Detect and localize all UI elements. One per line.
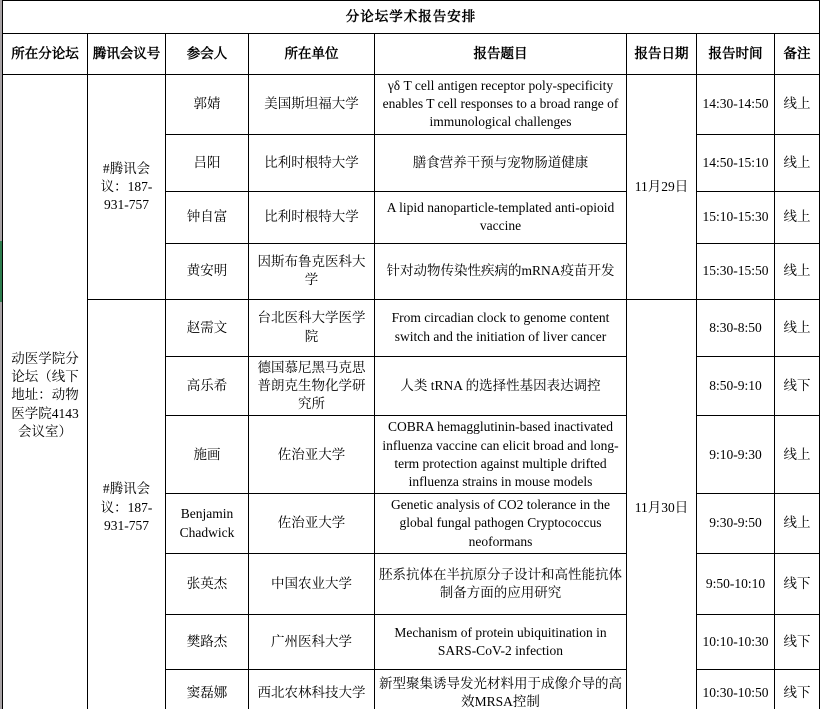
topic-cell: 新型聚集诱导发光材料用于成像介导的高效MRSA控制 [375, 669, 627, 709]
affiliation-cell: 台北医科大学医学院 [249, 299, 375, 356]
note-cell: 线下 [775, 356, 820, 416]
time-cell: 8:30-8:50 [697, 299, 775, 356]
note-cell: 线上 [775, 416, 820, 494]
time-cell: 10:10-10:30 [697, 614, 775, 669]
affiliation-cell: 美国斯坦福大学 [249, 75, 375, 135]
note-cell: 线上 [775, 494, 820, 554]
topic-cell: 胚系抗体在半抗原分子设计和高性能抗体制备方面的应用研究 [375, 553, 627, 614]
speaker-cell: 黄安明 [166, 243, 249, 299]
topic-cell: Genetic analysis of CO2 tolerance in the global fungal pathogen Cryptococcus neoformans [375, 494, 627, 554]
speaker-cell: 张英杰 [166, 553, 249, 614]
affiliation-cell: 广州医科大学 [249, 614, 375, 669]
col-header-note: 备注 [775, 34, 820, 75]
meeting-id-cell: #腾讯会议：187-931-757 [88, 299, 166, 709]
affiliation-cell: 因斯布鲁克医科大学 [249, 243, 375, 299]
speaker-cell: 赵需文 [166, 299, 249, 356]
note-cell: 线下 [775, 614, 820, 669]
time-cell: 14:30-14:50 [697, 75, 775, 135]
topic-cell: A lipid nanoparticle-templated anti-opioid vaccine [375, 191, 627, 243]
affiliation-cell: 西北农林科技大学 [249, 669, 375, 709]
affiliation-cell: 佐治亚大学 [249, 416, 375, 494]
page-title: 分论坛学术报告安排 [3, 1, 820, 34]
affiliation-cell: 比利时根特大学 [249, 134, 375, 191]
topic-cell: Mechanism of protein ubiquitination in SARS-CoV-2 infection [375, 614, 627, 669]
date-cell: 11月29日 [627, 75, 697, 300]
schedule-table [2, 0, 820, 709]
col-header-date: 报告日期 [627, 34, 697, 75]
header-row [3, 34, 820, 75]
note-cell: 线下 [775, 669, 820, 709]
note-cell: 线下 [775, 553, 820, 614]
meeting-id-cell: #腾讯会议：187-931-757 [88, 75, 166, 300]
forum-cell: 动医学院分论坛（线下地址：动物医学院4143会议室） [3, 75, 88, 709]
note-cell: 线上 [775, 134, 820, 191]
speaker-cell: 樊路杰 [166, 614, 249, 669]
speaker-cell: 吕阳 [166, 134, 249, 191]
col-header-topic: 报告题目 [375, 34, 627, 75]
topic-cell: 人类 tRNA 的选择性基因表达调控 [375, 356, 627, 416]
note-cell: 线上 [775, 191, 820, 243]
affiliation-cell: 中国农业大学 [249, 553, 375, 614]
col-header-meeting: 腾讯会议号 [88, 34, 166, 75]
note-cell: 线上 [775, 299, 820, 356]
time-cell: 9:50-10:10 [697, 553, 775, 614]
time-cell: 9:30-9:50 [697, 494, 775, 554]
topic-cell: 针对动物传染性疾病的mRNA疫苗开发 [375, 243, 627, 299]
time-cell: 14:50-15:10 [697, 134, 775, 191]
time-cell: 15:10-15:30 [697, 191, 775, 243]
col-header-speaker: 参会人 [166, 34, 249, 75]
col-header-affiliation: 所在单位 [249, 34, 375, 75]
date-cell: 11月30日 [627, 299, 697, 709]
affiliation-cell: 德国慕尼黑马克思普朗克生物化学研究所 [249, 356, 375, 416]
topic-cell: γδ T cell antigen receptor poly-specificity enables T cell responses to a broad range of immunological challenges [375, 75, 627, 135]
affiliation-cell: 比利时根特大学 [249, 191, 375, 243]
col-header-forum: 所在分论坛 [3, 34, 88, 75]
time-cell: 15:30-15:50 [697, 243, 775, 299]
topic-cell: From circadian clock to genome content switch and the initiation of liver cancer [375, 299, 627, 356]
speaker-cell: 郭婧 [166, 75, 249, 135]
speaker-cell: 施画 [166, 416, 249, 494]
col-header-time: 报告时间 [697, 34, 775, 75]
time-cell: 10:30-10:50 [697, 669, 775, 709]
speaker-cell: Benjamin Chadwick [166, 494, 249, 554]
time-cell: 9:10-9:30 [697, 416, 775, 494]
speaker-cell: 窦磊娜 [166, 669, 249, 709]
time-cell: 8:50-9:10 [697, 356, 775, 416]
note-cell: 线上 [775, 243, 820, 299]
note-cell: 线上 [775, 75, 820, 135]
topic-cell: COBRA hemagglutinin-based inactivated influenza vaccine can elicit broad and long-term protection against multiple drifted influenza strains in mouse models [375, 416, 627, 494]
speaker-cell: 钟自富 [166, 191, 249, 243]
table-row [3, 75, 820, 135]
table-row [3, 299, 820, 356]
topic-cell: 膳食营养干预与宠物肠道健康 [375, 134, 627, 191]
affiliation-cell: 佐治亚大学 [249, 494, 375, 554]
speaker-cell: 高乐希 [166, 356, 249, 416]
